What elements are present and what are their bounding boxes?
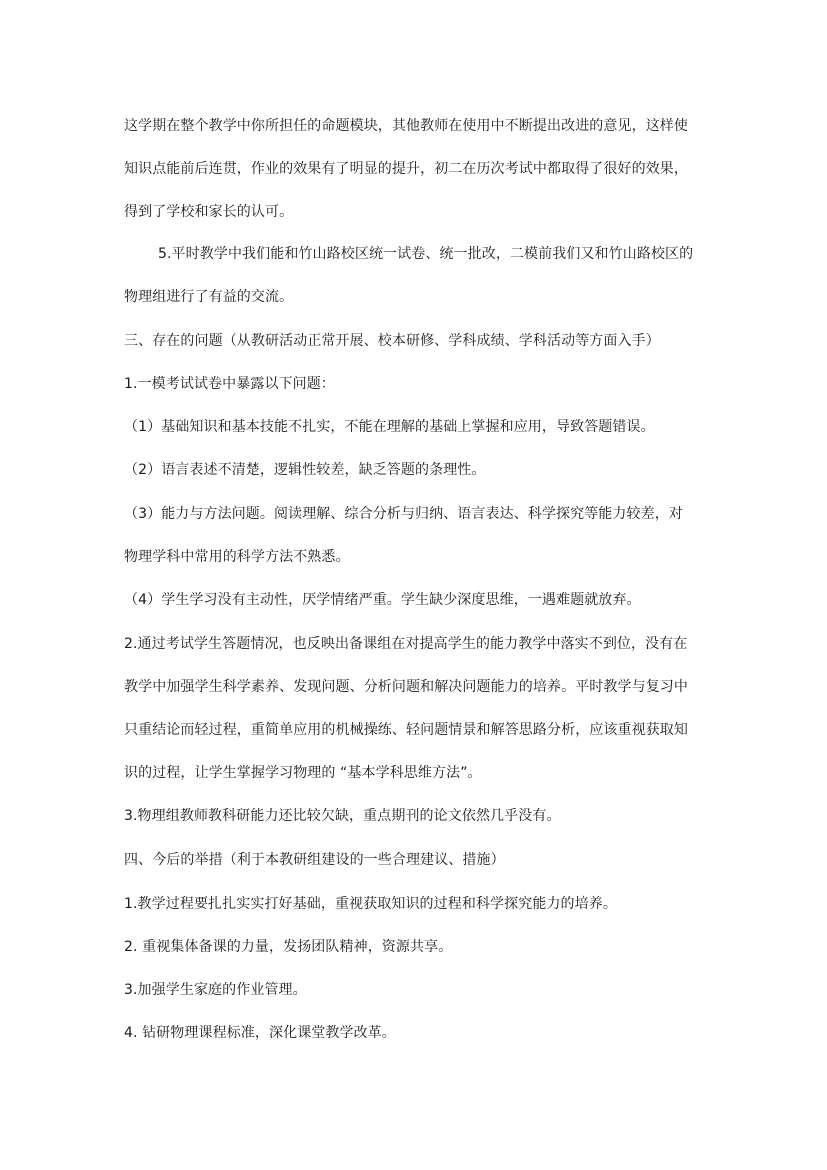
text-line-5: 物理组进行了有益的交流。 xyxy=(124,289,294,305)
text-line-2: 知识点能前后连贯，作业的效果有了明显的提升，初二在历次考试中都取得了很好的效果， xyxy=(124,161,688,177)
text-line-1: 这学期在整个教学中你所担任的命题模块，其他教师在使用中不断提出改进的意见，这样使 xyxy=(124,118,688,134)
text-line-12: （4）学生学习没有主动性，厌学情绪严重。学生缺少深度思维，一遇难题就放弃。 xyxy=(124,592,641,608)
text-line-14: 教学中加强学生科学素养、发现问题、分析问题和解决问题能力的培养。平时教学与复习中 xyxy=(124,679,688,695)
text-line-4: 5.平时教学中我们能和竹山路校区统一试卷、统一批改，二模前我们又和竹山路校区的 xyxy=(158,246,694,262)
text-line-20: 2. 重视集体备课的力量，发扬团队精神，资源共享。 xyxy=(124,939,453,955)
text-line-19: 1.教学过程要扎扎实实打好基础，重视获取知识的过程和科学探究能力的培养。 xyxy=(124,896,617,912)
text-line-9: （2）语言表述不清楚，逻辑性较差，缺乏答题的条理性。 xyxy=(124,462,486,478)
text-line-11: 物理学科中常用的科学方法不熟悉。 xyxy=(124,549,350,565)
text-line-21: 3.加强学生家庭的作业管理。 xyxy=(124,982,307,998)
text-line-15: 只重结论而轻过程，重简单应用的机械操练、轻问题情景和解答思路分析，应该重视获取知 xyxy=(124,722,688,738)
text-line-10: （3）能力与方法问题。阅读理解、综合分析与归纳、语言表达、科学探究等能力较差，对 xyxy=(124,506,683,522)
text-line-16: 识的过程，让学生掌握学习物理的 “基本学科思维方法”。 xyxy=(124,765,482,781)
section-heading-measures: 四、今后的举措（利于本教研组建设的一些合理建议、措施） xyxy=(124,852,505,868)
text-line-3: 得到了学校和家长的认可。 xyxy=(124,204,294,220)
section-heading-issues: 三、存在的问题（从教研活动正常开展、校本研修、学科成绩、学科活动等方面入手） xyxy=(124,333,660,349)
text-line-13: 2.通过考试学生答题情况，也反映出备课组在对提高学生的能力教学中落实不到位，没有在 xyxy=(124,636,688,652)
text-line-8: （1）基础知识和基本技能不扎实，不能在理解的基础上掌握和应用，导致答题错误。 xyxy=(124,419,655,435)
text-line-22: 4. 钻研物理课程标准，深化课堂教学改革。 xyxy=(124,1025,396,1041)
text-line-17: 3.物理组教师教科研能力还比较欠缺，重点期刊的论文依然几乎没有。 xyxy=(124,808,561,824)
text-line-7: 1.一模考试试卷中暴露以下问题： xyxy=(124,376,335,392)
